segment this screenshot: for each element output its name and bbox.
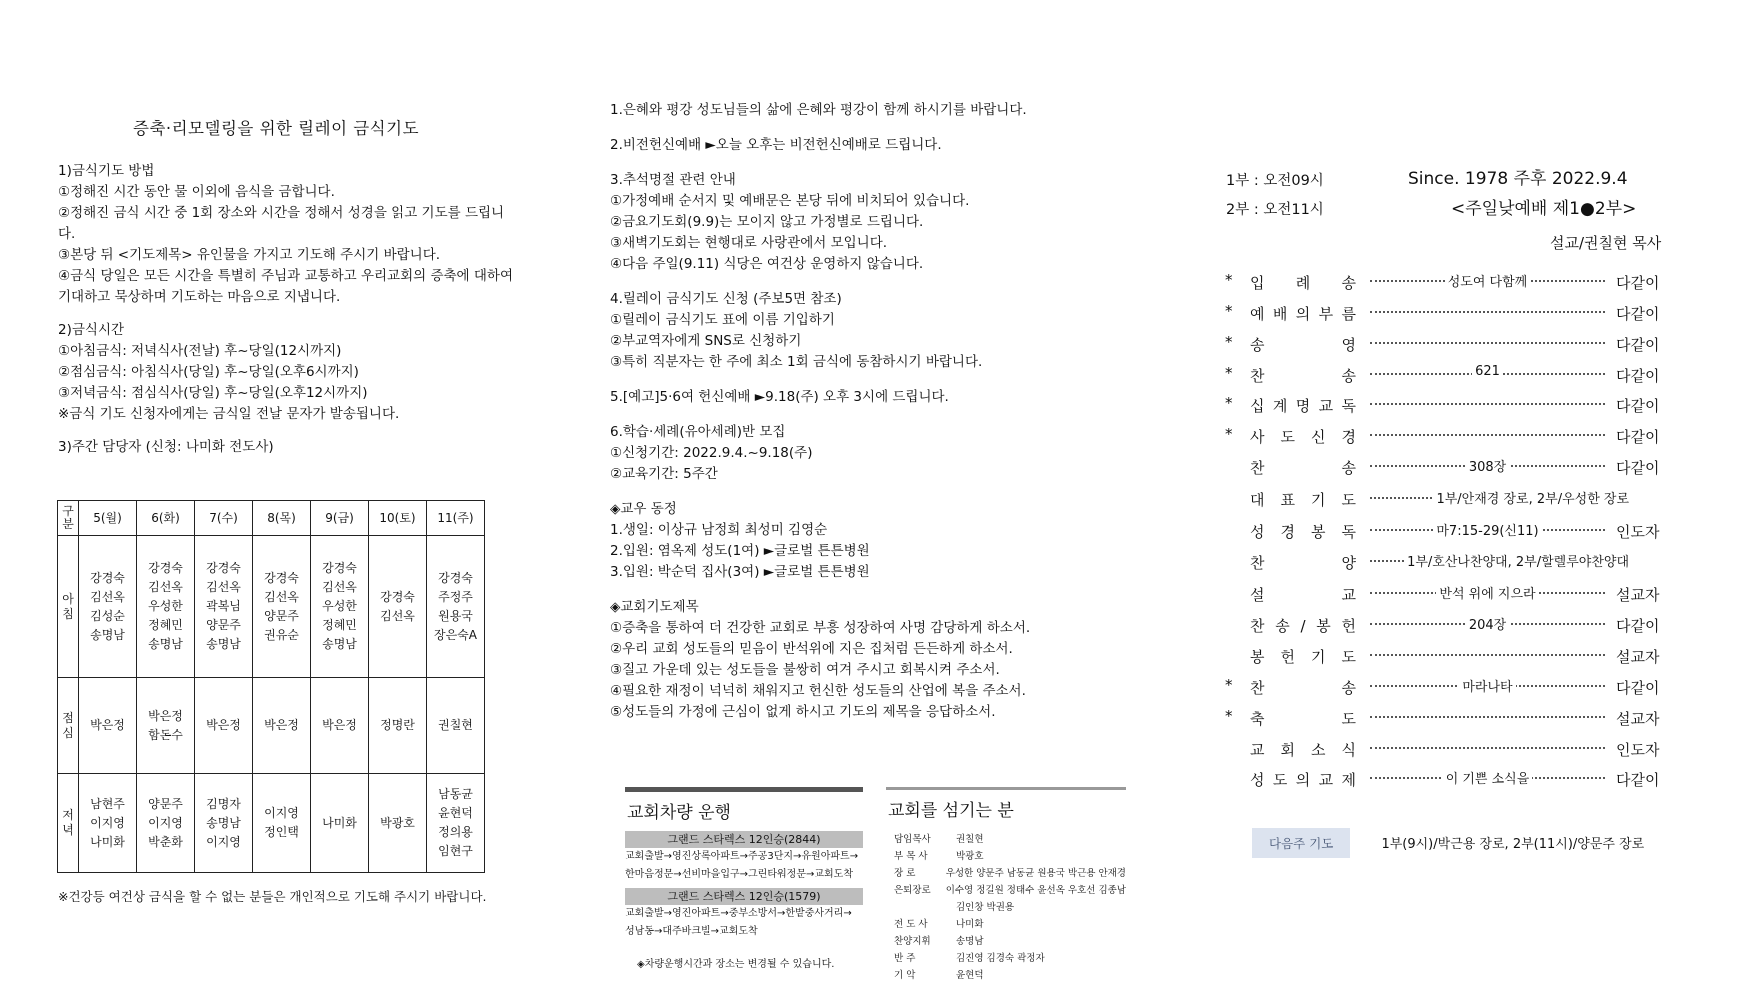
server-role: 찬양지휘	[894, 936, 931, 947]
server-row	[886, 933, 1126, 950]
table-row	[58, 536, 485, 678]
duty-name: 송명남	[206, 815, 241, 830]
next-week-prayer-label: 다음주 기도	[1252, 828, 1350, 858]
duty-name: 원용국	[438, 608, 473, 623]
worship-order-item	[1224, 330, 1684, 361]
duty-name: 김선옥	[206, 580, 241, 594]
worship-order-leader: 다같이	[1616, 428, 1660, 446]
standing-mark: *	[1225, 707, 1233, 725]
worship-order-leader: 인도자	[1616, 523, 1660, 541]
worship-order-content: 마라나타	[1370, 676, 1605, 695]
server-role	[886, 899, 956, 916]
duty-name: 김선옥	[322, 580, 357, 594]
worship-order-leader: 설교자	[1616, 710, 1660, 728]
vehicle-route-line: 교회출발→영진상록아파트→주공3단지→유원아파트→	[625, 851, 859, 862]
church-prayer-heading: ◈교회기도제목	[610, 599, 699, 615]
worship-order-name: 예 배 의 부 름	[1250, 305, 1356, 323]
server-role: 은퇴장로	[894, 885, 931, 896]
announcement-3-line: ④다음 주일(9.11) 식당은 여건상 운영하지 않습니다.	[610, 256, 924, 272]
worship-order-item	[1224, 299, 1684, 330]
duty-name: 권칠현	[438, 718, 473, 732]
worship-order-item	[1224, 268, 1684, 299]
announcement-3-line: ①가정예배 순서지 및 예배문은 본당 뒤에 비치되어 있습니다.	[610, 193, 970, 209]
table-cell	[369, 678, 427, 774]
server-role: 기 악	[894, 970, 916, 981]
worship-order-item	[1224, 673, 1684, 704]
vehicle-route-heading: 그랜드 스타렉스 12인승(1579)	[625, 888, 863, 905]
server-names: 김진영 김경숙 곽정자	[956, 953, 1045, 964]
worship-order-leader: 설교자	[1616, 648, 1660, 666]
duty-name: 권유순	[264, 627, 299, 642]
duty-name: 양문주	[148, 796, 183, 811]
worship-order-name: 설 교	[1250, 586, 1356, 604]
table-cell	[195, 536, 253, 678]
member-news-line: 1.생일: 이상규 남정희 최성미 김영순	[610, 522, 828, 538]
server-role: 반 주	[894, 953, 916, 964]
church-servers-box	[886, 787, 1126, 984]
duty-name: 강경숙	[90, 570, 125, 585]
server-row	[886, 950, 1126, 967]
announcement-6-line: ①신청기간: 2022.9.4.~9.18(주)	[610, 445, 813, 461]
duty-name: 남동균	[438, 787, 473, 801]
service-times	[1226, 167, 1324, 225]
server-row	[886, 899, 1126, 916]
worship-order-leader: 인도자	[1616, 741, 1660, 759]
server-row	[886, 831, 1126, 848]
table-cell	[195, 774, 253, 873]
duty-name: 곽복님	[206, 599, 241, 613]
table-day-header: 10(토)	[369, 501, 427, 536]
leader-dots	[1370, 716, 1605, 718]
vehicle-route-line: 교회출발→영진아파트→중부소방서→한밭중사거리→	[625, 908, 852, 919]
table-row	[58, 774, 485, 873]
worship-order-item	[1224, 453, 1684, 484]
server-names: 송명남	[956, 936, 984, 947]
standing-mark: *	[1225, 302, 1233, 320]
table-cell	[137, 678, 195, 774]
duty-name: 우성한	[322, 599, 357, 613]
worship-order-leader: 다같이	[1616, 397, 1660, 415]
next-week-prayer	[1252, 828, 1644, 858]
service-time-2: 2부 : 오전11시	[1226, 202, 1324, 218]
server-names: 윤현덕	[956, 970, 984, 981]
fasting-method-line: ④금식 당일은 모든 시간을 특별히 주님과 교통하고 우리교회의 증축에 대하여 기대하고 묵상하며 기도하는 마음으로 지냅니다.	[58, 268, 513, 305]
duty-name: 우성한	[148, 599, 183, 613]
duty-name: 강경숙	[380, 589, 415, 604]
server-row	[886, 848, 1126, 865]
announcement-6-heading: 6.학습·세례(유아세례)반 모집	[610, 424, 786, 440]
server-names: 박광호	[956, 851, 984, 862]
fasting-time-line: ③저녁금식: 점심식사(당일) 후~당일(오후12시까지)	[58, 385, 368, 401]
worship-order-item	[1224, 735, 1684, 766]
standing-mark: *	[1225, 271, 1233, 289]
table-cell	[79, 678, 137, 774]
table-cell	[369, 774, 427, 873]
server-row	[886, 916, 1126, 933]
table-cell	[427, 774, 485, 873]
duty-name: 강경숙	[438, 570, 473, 585]
duty-name: 정혜민	[148, 618, 183, 632]
worship-order-name: 성 경 봉 독	[1250, 523, 1356, 541]
member-news-heading: ◈교우 동정	[610, 501, 677, 517]
fasting-time-heading: 2)금식시간	[58, 322, 125, 338]
announcement-4-heading: 4.릴레이 금식기도 신청 (주보5면 참조)	[610, 291, 842, 307]
duty-name: 송명남	[322, 637, 357, 651]
worship-order-name: 송 영	[1250, 336, 1356, 354]
table-cell	[253, 536, 311, 678]
church-prayer-line: ②우리 교회 성도들의 믿음이 반석위에 지은 집처럼 든든하게 하소서.	[610, 641, 1013, 657]
worship-order-item	[1224, 548, 1684, 579]
table-cell	[311, 536, 369, 678]
duty-name: 윤현덕	[438, 806, 473, 820]
server-role: 부 목 사	[894, 851, 928, 862]
duty-name: 박광호	[380, 815, 415, 830]
service-time-1: 1부 : 오전09시	[1226, 173, 1324, 189]
announcement-4-line: ②부교역자에게 SNS로 신청하기	[610, 333, 802, 349]
duty-name: 박은정	[148, 708, 183, 723]
table-day-header: 6(화)	[137, 501, 195, 536]
leader-dots	[1370, 747, 1605, 749]
table-cell	[137, 536, 195, 678]
worship-order-leader: 다같이	[1616, 367, 1660, 385]
duty-name: 이지영	[90, 815, 125, 830]
worship-order-leader: 다같이	[1616, 274, 1660, 292]
worship-order-item	[1224, 361, 1684, 392]
duty-name: 송명남	[206, 637, 241, 651]
table-row	[58, 678, 485, 774]
church-prayer-line: ③질고 가운데 있는 성도들을 불쌍히 여겨 주시고 회복시켜 주소서.	[610, 662, 1000, 678]
duty-name: 이지영	[148, 815, 183, 830]
table-cell	[79, 774, 137, 873]
duty-name: 박은정	[264, 718, 299, 732]
worship-order-name: 찬 송	[1250, 459, 1356, 477]
server-names: 우성한 양문주 남동균 원용국 박근용 안재경	[945, 868, 1126, 879]
standing-mark: *	[1225, 425, 1233, 443]
worship-order-content: 204장	[1370, 614, 1605, 633]
worship-order-leader: 다같이	[1616, 336, 1660, 354]
worship-order-content: 621	[1370, 364, 1605, 379]
table-cell	[195, 678, 253, 774]
duty-name: 김선옥	[380, 608, 415, 623]
server-names: 김인창 박권용	[956, 902, 1015, 913]
worship-order-name: 교 회 소 식	[1250, 741, 1356, 759]
duty-name: 강경숙	[206, 561, 241, 575]
vehicle-route-heading: 그랜드 스타렉스 12인승(2844)	[625, 831, 863, 848]
server-role: 담임목사	[894, 834, 931, 845]
table-day-header: 7(수)	[195, 501, 253, 536]
leader-dots	[1370, 311, 1605, 313]
announcement-5: 5.[예고]5·6여 헌신예배 ►9.18(주) 오후 3시에 드립니다.	[610, 389, 949, 405]
service-title: <주일낮예배 제1●2부>	[1451, 199, 1637, 219]
worship-order-name: 봉 헌 기 도	[1250, 648, 1356, 666]
worship-order-name: 입 례 송	[1250, 274, 1356, 292]
announcement-3-line: ③새벽기도회는 현행대로 사랑관에서 모입니다.	[610, 235, 888, 251]
table-day-header: 5(월)	[79, 501, 137, 536]
table-day-header: 11(주)	[427, 501, 485, 536]
worship-order-name: 축 도	[1250, 710, 1356, 728]
fasting-method-heading: 1)금식기도 방법	[58, 163, 155, 179]
vehicle-route-line: 성남동→대주바크빌→교회도착	[625, 926, 758, 937]
server-names: 나미화	[956, 919, 984, 930]
church-prayer-line: ①증축을 통하여 더 건강한 교회로 부흥 성장하여 사명 감당하게 하소서.	[610, 620, 1031, 636]
leader-dots	[1370, 654, 1605, 656]
table-header-row	[58, 501, 485, 536]
table-cell	[311, 678, 369, 774]
fasting-method-line: ②정해진 금식 시간 중 1회 장소와 시간을 정해서 성경을 읽고 기도를 드립니다.	[58, 205, 505, 242]
next-week-prayer-value: 1부(9시)/박근용 장로, 2부(11시)/양문주 장로	[1381, 837, 1645, 852]
duty-name: 양문주	[206, 618, 241, 632]
worship-order-content: 성도여 다함께	[1370, 271, 1605, 290]
duty-name: 함돈수	[148, 727, 183, 742]
table-day-header: 9(금)	[311, 501, 369, 536]
worship-order-item	[1224, 765, 1684, 796]
worship-order-name: 대 표 기 도	[1250, 491, 1356, 509]
table-row-label: 아 침	[58, 536, 79, 678]
duty-name: 김명자	[206, 796, 241, 811]
fasting-duty-table	[57, 500, 485, 873]
worship-order-leader: 다같이	[1616, 771, 1660, 789]
preacher: 설교/권칠현 목사	[1550, 234, 1662, 252]
church-vehicle-box	[625, 787, 863, 970]
worship-order-item	[1224, 391, 1684, 422]
leader-dots	[1370, 342, 1605, 344]
worship-order-name: 사 도 신 경	[1250, 428, 1356, 446]
worship-order-item	[1224, 422, 1684, 453]
worship-order-leader: 다같이	[1616, 617, 1660, 635]
worship-order-leader: 다같이	[1616, 459, 1660, 477]
table-day-header: 8(목)	[253, 501, 311, 536]
duty-name: 정혜민	[322, 618, 357, 632]
worship-order-content: 이 기쁜 소식을	[1370, 768, 1605, 787]
duty-name: 정명란	[380, 718, 415, 732]
server-row	[886, 865, 1126, 882]
table-cell	[253, 774, 311, 873]
table-cell	[427, 536, 485, 678]
worship-order-item	[1224, 485, 1684, 516]
standing-mark: *	[1225, 333, 1233, 351]
leader-dots	[1370, 403, 1605, 405]
standing-mark: *	[1225, 676, 1233, 694]
since-date: Since. 1978 주후 2022.9.4	[1408, 169, 1628, 189]
announcement-3-heading: 3.추석명절 관련 안내	[610, 172, 736, 188]
worship-order-item	[1224, 642, 1684, 673]
server-role: 전 도 사	[894, 919, 928, 930]
duty-name: 김선옥	[148, 580, 183, 594]
leader-dots	[1370, 434, 1605, 436]
worship-order-name: 찬 송 / 봉 헌	[1250, 617, 1356, 635]
church-prayer-line: ④필요한 재정이 넉넉히 채워지고 헌신한 성도들의 산업에 복을 주소서.	[610, 683, 1026, 699]
table-cell	[79, 536, 137, 678]
duty-name: 임현구	[438, 844, 473, 858]
duty-name: 박은정	[90, 718, 125, 732]
worship-order-content: 1부/안재경 장로, 2부/우성한 장로	[1370, 488, 1632, 507]
worship-order-content: 1부/호산나찬양대, 2부/할렐루야찬양대	[1370, 551, 1632, 570]
table-cell	[427, 678, 485, 774]
announcement-2: 2.비전헌신예배 ►오늘 오후는 비전헌신예배로 드립니다.	[610, 137, 942, 153]
server-names: 권칠현	[956, 834, 984, 845]
worship-order-content: 반석 위에 지으라	[1370, 583, 1605, 602]
worship-order-name: 성 도 의 교 제	[1250, 771, 1356, 789]
duty-name: 이지영	[206, 834, 241, 849]
duty-name: 정의용	[438, 825, 473, 839]
duty-name: 송명남	[90, 627, 125, 642]
duty-name: 송명남	[148, 637, 183, 651]
worship-order-leader: 다같이	[1616, 679, 1660, 697]
worship-order-item	[1224, 580, 1684, 611]
worship-order-name: 십 계 명 교 독	[1250, 397, 1356, 415]
vehicle-note: ◈차량운행시간과 장소는 변경될 수 있습니다.	[637, 959, 835, 970]
weekly-duty-heading: 3)주간 담당자 (신청: 나미화 전도사)	[58, 439, 274, 455]
worship-order-leader: 다같이	[1616, 305, 1660, 323]
worship-order-content: 마7:15-29(신11)	[1370, 520, 1605, 539]
worship-order-name: 찬 송	[1250, 367, 1356, 385]
announcement-4-line: ①릴레이 금식기도 표에 이름 기입하기	[610, 312, 835, 328]
fasting-time-line: ※금식 기도 신청자에게는 금식일 전날 문자가 발송됩니다.	[58, 406, 400, 422]
server-row	[886, 882, 1126, 899]
server-names: 이수영 정길원 정태수 윤선옥 우호선 김종남	[945, 885, 1126, 896]
announcement-6-line: ②교육기간: 5주간	[610, 466, 718, 482]
fasting-section	[58, 161, 518, 458]
member-news-line: 2.입원: 염옥제 성도(1여) ►글로벌 튼튼병원	[610, 543, 870, 559]
server-role: 장 로	[894, 868, 916, 879]
duty-name: 나미화	[90, 834, 125, 849]
worship-order-item	[1224, 704, 1684, 735]
announcement-1: 1.은혜와 평강 성도님들의 삶에 은혜와 평강이 함께 하시기를 바랍니다.	[610, 102, 1027, 118]
duty-name: 김성순	[90, 608, 125, 623]
worship-order-item	[1224, 517, 1684, 548]
fasting-method-line: ①정해진 시간 동안 물 이외에 음식을 금합니다.	[58, 184, 335, 200]
table-row-label: 저 녁	[58, 774, 79, 873]
announcements	[610, 100, 1130, 723]
worship-order-leader: 설교자	[1616, 586, 1660, 604]
vehicle-title: 교회차량 운행	[627, 803, 731, 823]
worship-order-content: 308장	[1370, 456, 1605, 475]
fasting-method-line: ③본당 뒤 <기도제목> 유인물을 가지고 기도해 주시기 바랍니다.	[58, 247, 441, 263]
vehicle-route-line: 한마음정문→선비마을입구→그린타워정문→교회도착	[625, 869, 853, 880]
server-row	[886, 967, 1126, 984]
table-cell	[253, 678, 311, 774]
duty-name: 강경숙	[148, 561, 183, 575]
worship-order-item	[1224, 611, 1684, 642]
duty-name: 장은숙A	[434, 627, 477, 642]
table-cell	[369, 536, 427, 678]
fasting-time-line: ①아침금식: 저녁식사(전날) 후~당일(12시까지)	[58, 343, 342, 359]
table-corner-label: 구 분	[62, 504, 74, 531]
standing-mark: *	[1225, 394, 1233, 412]
servers-title: 교회를 섬기는 분	[888, 801, 1014, 821]
duty-name: 박춘화	[148, 834, 183, 849]
table-cell	[311, 774, 369, 873]
duty-name: 정인택	[264, 825, 299, 839]
duty-name: 남현주	[90, 796, 125, 811]
worship-order-name: 찬 송	[1250, 679, 1356, 697]
duty-name: 나미화	[322, 815, 357, 830]
fasting-note: ※건강등 여건상 금식을 할 수 없는 분들은 개인적으로 기도해 주시기 바랍니다.	[58, 889, 487, 904]
duty-name: 강경숙	[322, 561, 357, 575]
duty-name: 주정주	[438, 589, 473, 604]
table-corner	[58, 501, 79, 536]
duty-name: 강경숙	[264, 570, 299, 585]
table-cell	[137, 774, 195, 873]
fasting-title: 증축·리모델링을 위한 릴레이 금식기도	[133, 119, 420, 138]
worship-order-name: 찬 양	[1250, 554, 1356, 572]
fasting-time-line: ②점심금식: 아침식사(당일) 후~당일(오후6시까지)	[58, 364, 359, 380]
duty-name: 박은정	[322, 718, 357, 732]
member-news-line: 3.입원: 박순덕 집사(3여) ►글로벌 튼튼병원	[610, 564, 870, 580]
church-prayer-line: ⑤성도들의 가정에 근심이 없게 하시고 기도의 제목을 응답하소서.	[610, 704, 996, 720]
table-row-label: 점 심	[58, 678, 79, 774]
duty-name: 김선옥	[90, 589, 125, 604]
duty-name: 박은정	[206, 718, 241, 732]
duty-name: 이지영	[264, 806, 299, 820]
duty-name: 김선옥	[264, 589, 299, 604]
announcement-4-line: ③특히 직분자는 한 주에 최소 1회 금식에 동참하시기 바랍니다.	[610, 354, 983, 370]
announcement-3-line: ②금요기도회(9.9)는 모이지 않고 가정별로 드립니다.	[610, 214, 924, 230]
duty-name: 양문주	[264, 608, 299, 623]
standing-mark: *	[1225, 364, 1233, 382]
